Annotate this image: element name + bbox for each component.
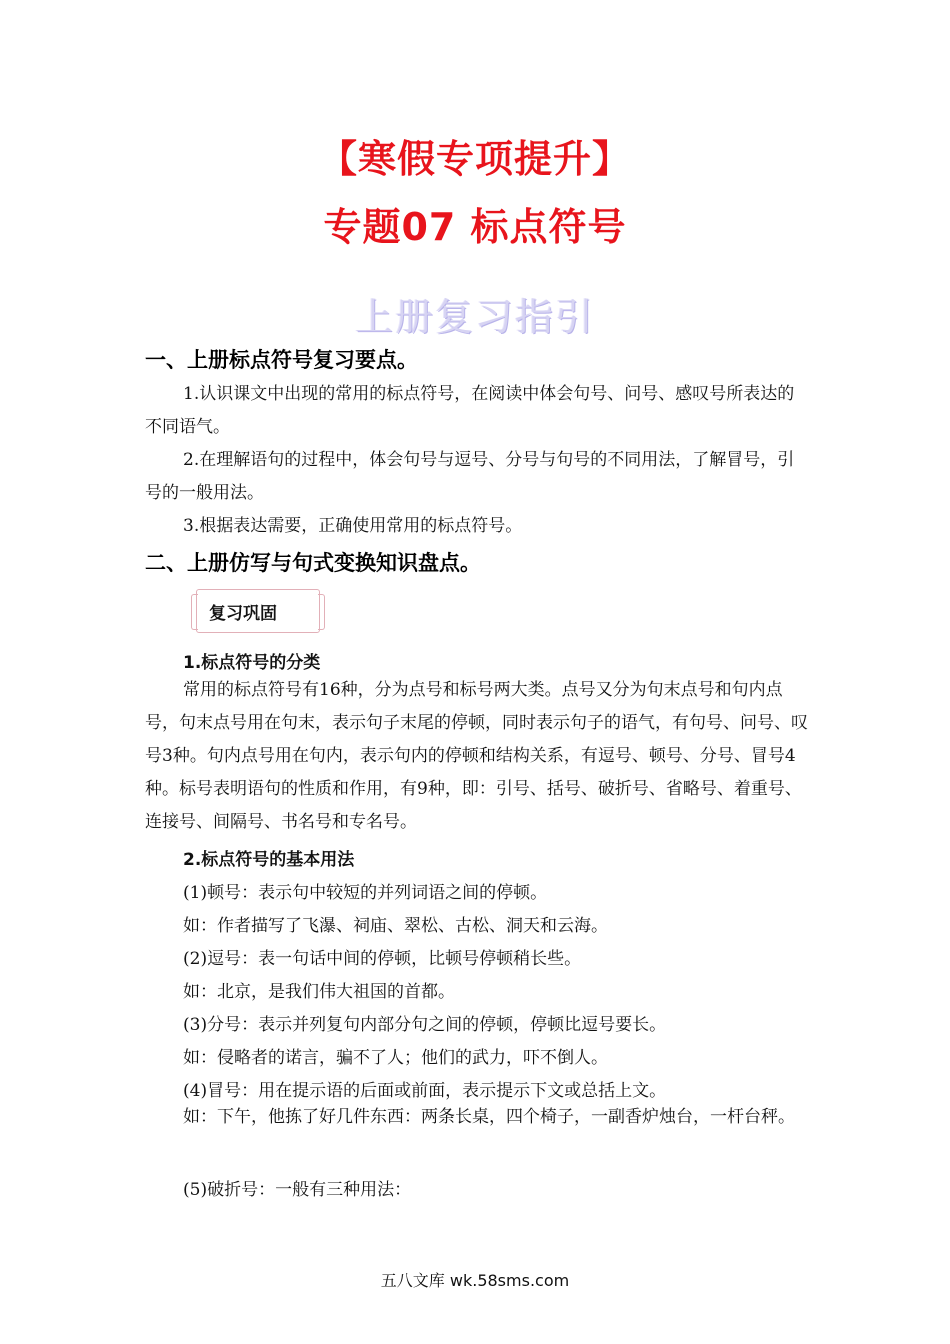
section1-item-2: 2.在理解语句的过程中，体会句号与逗号、分号与句号的不同用法，了解冒号，引号的一般用法。 <box>145 450 795 503</box>
section1-item-3: 3.根据表达需要，正确使用常用的标点符号。 <box>183 516 523 536</box>
usage-line-2: 如：作者描写了飞瀑、祠庙、翠松、古松、洞天和云海。 <box>183 916 608 936</box>
usage-line-6: 如：侵略者的诺言，骗不了人；他们的武力，吓不倒人。 <box>183 1048 608 1068</box>
subtitle-wordart: 上册复习指引 <box>354 295 595 339</box>
review-box <box>196 589 320 633</box>
title-line-1: 【寒假专项提升】 <box>318 137 631 181</box>
usage-line-7: (4)冒号：用在提示语的后面或前面，表示提示下文或总括上文。 <box>183 1081 667 1101</box>
section1-item-1: 1.认识课文中出现的常用的标点符号，在阅读中体会句号、问号、感叹号所表达的不同语气。 <box>145 384 795 437</box>
usage-line-8: (5)破折号：一般有三种用法： <box>183 1180 412 1200</box>
section2-heading: 二、上册仿写与句式变换知识盘点。 <box>145 551 481 575</box>
usage-line-3: (2)逗号：表一句话中间的停顿，比顿号停顿稍长些。 <box>183 949 582 969</box>
usage-line-4: 如：北京，是我们伟大祖国的首都。 <box>183 982 455 1002</box>
sub1-title: 1.标点符号的分类 <box>183 653 321 673</box>
usage-line-5: (3)分号：表示并列复句内部分句之间的停顿，停顿比逗号要长。 <box>183 1015 667 1035</box>
review-box-label: 复习巩固 <box>209 604 277 624</box>
sub2-title: 2.标点符号的基本用法 <box>183 850 355 870</box>
title-line-2: 专题07 标点符号 <box>323 205 627 249</box>
usage-line-1: (1)顿号：表示句中较短的并列词语之间的停顿。 <box>183 883 548 903</box>
usage-example-4: 如：下午，他拣了好几件东西：两条长桌，四个椅子，一副香炉烛台，一杆台秤。 <box>183 1107 795 1127</box>
section1-heading: 一、上册标点符号复习要点。 <box>145 348 418 372</box>
sub1-body: 常用的标点符号有16种，分为点号和标号两大类。点号又分为句末点号和句内点号，句末点号用在句末，表示句子末尾的停顿，同时表示句子的语气，有句号、问号、叹号3种。句内点号用在句内，表示句内的停顿和结构关系，有逗号、顿号、分号、冒号4种。标号表明语句的性质和作用，有9种，即：引号、括号、破折号、省略号、着重号、连接号、间隔号、书名号和专名号。 <box>145 680 808 832</box>
footer-watermark: 五八文库 wk.58sms.com <box>380 1271 570 1290</box>
